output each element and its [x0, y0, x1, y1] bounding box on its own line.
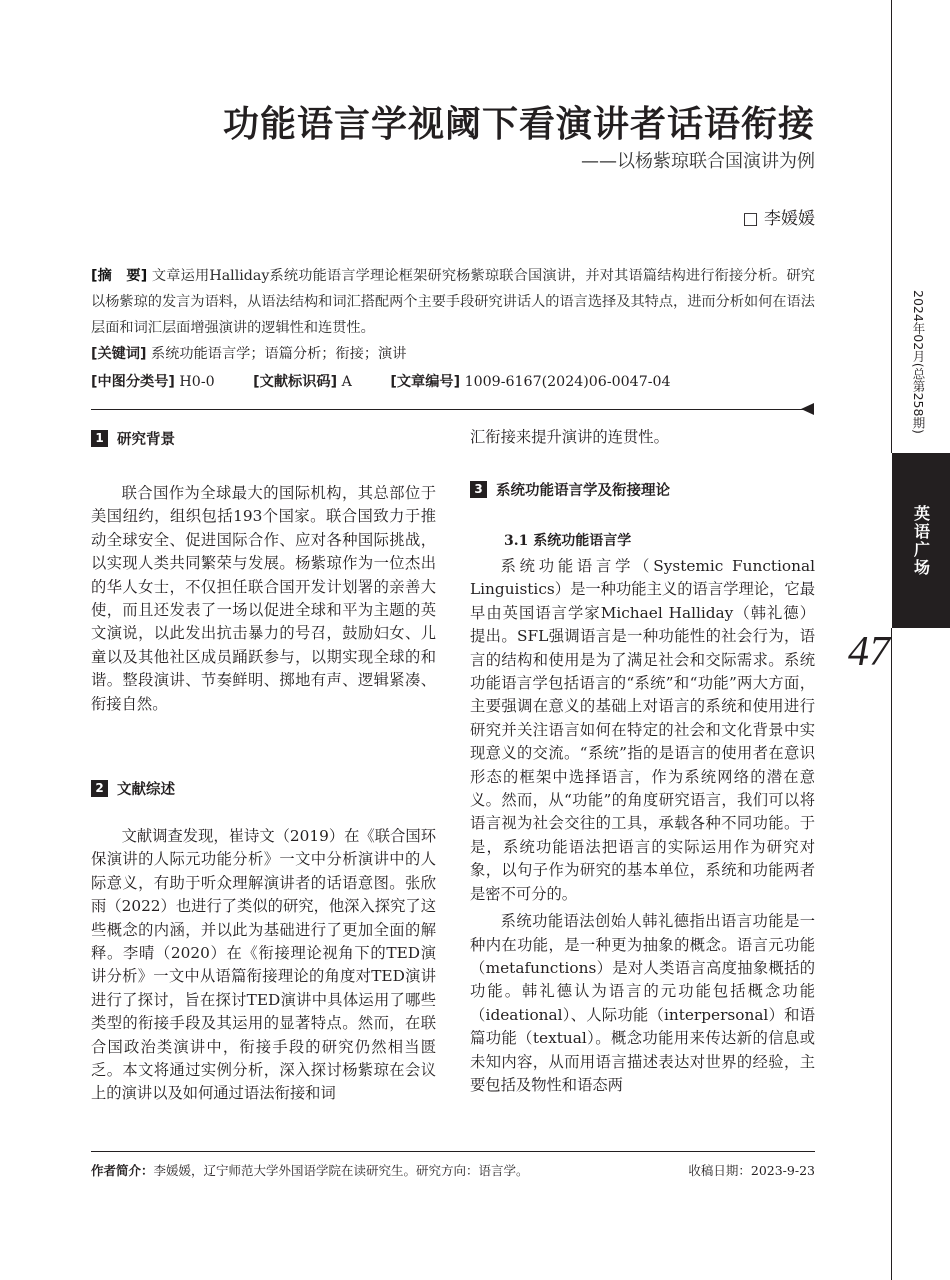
section-title: 系统功能语言学及衔接理论 — [496, 483, 670, 499]
section-number: 2 — [91, 780, 108, 797]
clc-label: [中图分类号] — [91, 374, 175, 390]
section-number: 1 — [91, 430, 108, 447]
journal-column-name: 英语广场 — [911, 504, 931, 577]
paragraph: 系统功能语法创始人韩礼德指出语言功能是一种内在功能，是一种更为抽象的概念。语言元功能（metafunctions）是对人类语言高度抽象概括的功能。韩礼德认为语言的元功能包括概念功能（ideational）、人际功能（interpersonal）和语篇功能（textual）。概念功能用来传达新的信息或未知内容，从而用语言描述表达对世界的经验，主要包括及物性和语态两 — [470, 912, 815, 1094]
paragraph: 系统功能语言学（Systemic Functional Linguistics）是一种功能主义的语言学理论，它最早由英国语言学家Michael Halliday（韩礼德）提出。SFL强调语言是一种功能性的社会行为，语言的结构和使用是为了满足社会和交际需求。系统功能语言学包括语言的“系统”和“功能”两大方面，主要强调在意义的基础上对语言的系统和使用进行研究并关注语言如何在特定的社会和文化背景中实现意义的交流。“系统”指的是语言的使用者在意识形态的框架中选择语言，作为系统网络的潜在意义。然而，从“功能”的角度研究语言，我们可以将语言视为社会交往的工具，承载各种不同功能。于是，系统功能语法把语言的实际运用作为研究对象，以句子作为研究的基本单位，系统和功能两者是密不可分的。 — [470, 557, 815, 903]
keywords-label: [关键词] — [91, 346, 147, 362]
clc-number — [91, 374, 215, 390]
classification-line — [91, 371, 815, 391]
author-bio-text: 李媛媛，辽宁师范大学外国语学院在读研究生。研究方向：语言学。 — [153, 1163, 529, 1178]
paragraph: 汇衔接来提升演讲的连贯性。 — [470, 428, 669, 446]
divider-arrow-icon — [801, 403, 814, 415]
paragraph: 联合国作为全球最大的国际机构，其总部位于美国纽约，组织包括193个国家。联合国致力于推动全球安全、促进国际合作、应对各种国际挑战，以实现人类共同繁荣与发展。杨紫琼作为一位杰出的华人女士，不仅担任联合国开发计划署的亲善大使，而且还发表了一场以促进全球和平为主题的英文演说，以此发出抗击暴力的号召，鼓励妇女、儿童以及其他社区成员踊跃参与，以期实现全球的和谐。整段演讲、节奏鲜明、掷地有声、逻辑紧凑、衔接自然。 — [91, 484, 436, 713]
doc-code-value: A — [341, 374, 352, 390]
article-title: 功能语言学视阈下看演讲者话语衔接 — [222, 103, 815, 145]
section-heading-1 — [91, 428, 175, 449]
keywords — [91, 343, 815, 363]
margin-rule-lower — [891, 628, 892, 1280]
section-heading-2 — [91, 778, 175, 799]
left-column-para-2 — [91, 825, 436, 1106]
section-title: 文献综述 — [117, 782, 175, 798]
header-divider — [91, 409, 803, 410]
article-subtitle: ——以杨紫琼联合国演讲为例 — [581, 151, 815, 172]
abstract-text: 文章运用Halliday系统功能语言学理论框架研究杨紫琼联合国演讲，并对其语篇结构进行衔接分析。研究以杨紫琼的发言为语料，从语法结构和词汇搭配两个主要手段研究讲话人的语言选择及其特点，进而分析如何在语法层面和词汇层面增强演讲的逻辑性和连贯性。 — [91, 268, 815, 336]
left-column-para-1 — [91, 482, 436, 716]
author-name: □ 李媛媛 — [742, 209, 815, 229]
right-column-body — [470, 555, 815, 1097]
author-bio — [91, 1161, 529, 1179]
section-number: 3 — [470, 481, 487, 498]
paragraph: 文献调查发现，崔诗文（2019）在《联合国环保演讲的人际元功能分析》一文中分析演讲中的人际意义，有助于听众理解演讲者的话语意图。张欣雨（2022）也进行了类似的研究，他深入探究了这些概念的内涵，并以此为基础进行了更加全面的解释。李晴（2020）在《衔接理论视角下的TED演讲分析》一文中从语篇衔接理论的角度对TED演讲进行了探讨，旨在探讨TED演讲中具体运用了哪些类型的衔接手段及其运用的显著特点。然而，在联合国政治类演讲中，衔接手段的研究仍然相当匮乏。本文将通过实例分析，深入探讨杨紫琼在会议上的演讲以及如何通过语法衔接和词 — [91, 827, 436, 1103]
article-number-value: 1009-6167(2024)06-0047-04 — [464, 374, 671, 390]
clc-value: H0-0 — [179, 374, 215, 390]
section-heading-3 — [470, 479, 670, 500]
page-number: 47 — [848, 629, 890, 675]
abstract-label: [摘 要] — [91, 268, 148, 284]
article-number — [390, 374, 670, 390]
issue-date: 2024年02月(总第258期) — [911, 290, 926, 434]
doc-code — [253, 374, 352, 390]
author-bio-label: 作者简介： — [91, 1163, 154, 1178]
right-column-continuation — [470, 426, 815, 449]
abstract — [91, 263, 815, 341]
article-number-label: [文章编号] — [390, 374, 461, 390]
footer-divider — [91, 1151, 815, 1152]
margin-rule — [891, 0, 892, 453]
subsection-heading-3-1: 3.1 系统功能语言学 — [504, 533, 632, 549]
journal-column-tab — [892, 453, 950, 628]
section-title: 研究背景 — [117, 432, 175, 448]
doc-code-label: [文献标识码] — [253, 374, 338, 390]
received-date: 收稿日期：2023-9-23 — [688, 1163, 815, 1178]
footer — [91, 1161, 815, 1179]
keywords-text: 系统功能语言学；语篇分析；衔接；演讲 — [151, 346, 407, 362]
